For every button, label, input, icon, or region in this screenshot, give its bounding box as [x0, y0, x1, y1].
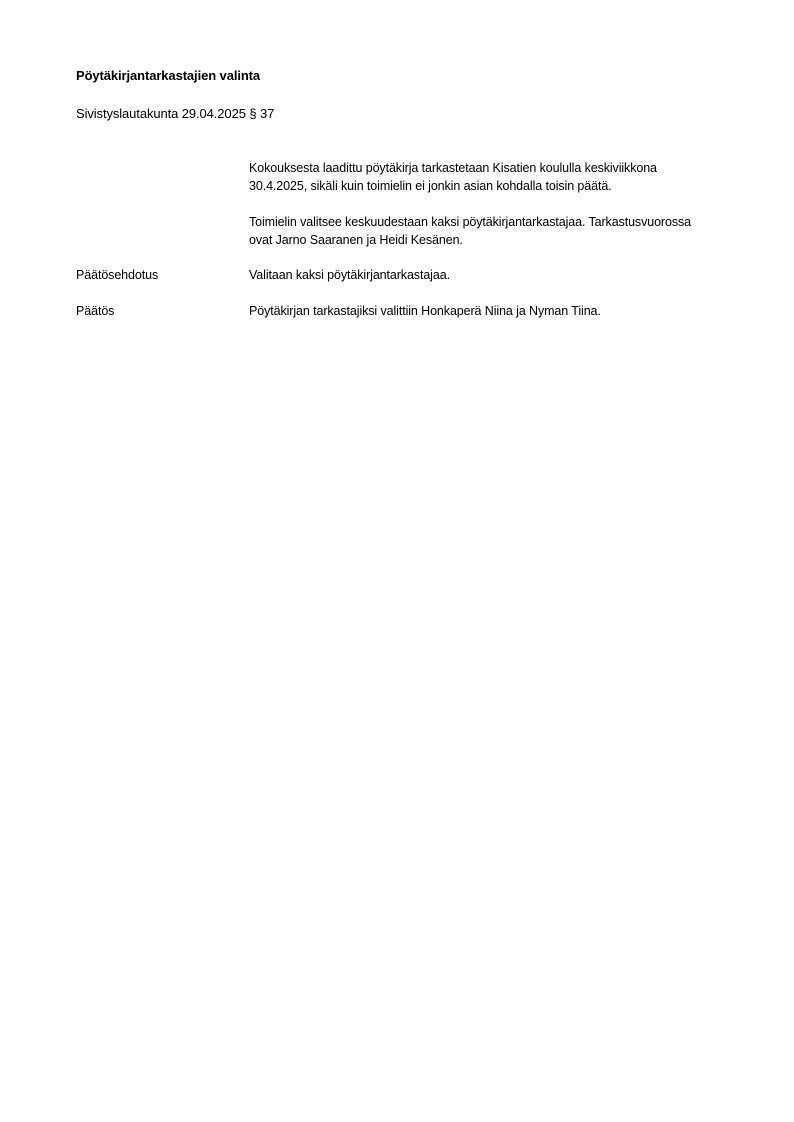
decision-text	[249, 302, 749, 320]
document-title: Pöytäkirjantarkastajien valinta	[76, 68, 261, 83]
decision-text-line: Pöytäkirjan tarkastajiksi valittiin Honkaperä Niina ja Nyman Tiina.	[249, 304, 601, 318]
proposal-label: Päätösehdotus	[76, 268, 159, 282]
meeting-reference: Sivistyslautakunta 29.04.2025 § 37	[76, 106, 275, 121]
intro-paragraph-1-line-1: Kokouksesta laadittu pöytäkirja tarkastetaan Kisatien koululla keskiviikkona	[249, 161, 657, 175]
intro-paragraph-2-line-2: ovat Jarno Saaranen ja Heidi Kesänen.	[249, 233, 463, 247]
decision-label: Päätös	[76, 304, 115, 318]
intro-paragraph-2-line-1: Toimielin valitsee keskuudestaan kaksi pöytäkirjantarkastajaa. Tarkastusvuorossa	[249, 215, 691, 229]
intro-paragraph-2	[249, 213, 749, 249]
intro-paragraph-1	[249, 159, 749, 195]
proposal-text	[249, 266, 749, 284]
proposal-text-line: Valitaan kaksi pöytäkirjantarkastajaa.	[249, 268, 450, 282]
intro-paragraph-1-line-2: 30.4.2025, sikäli kuin toimielin ei jonkin asian kohdalla toisin päätä.	[249, 179, 612, 193]
